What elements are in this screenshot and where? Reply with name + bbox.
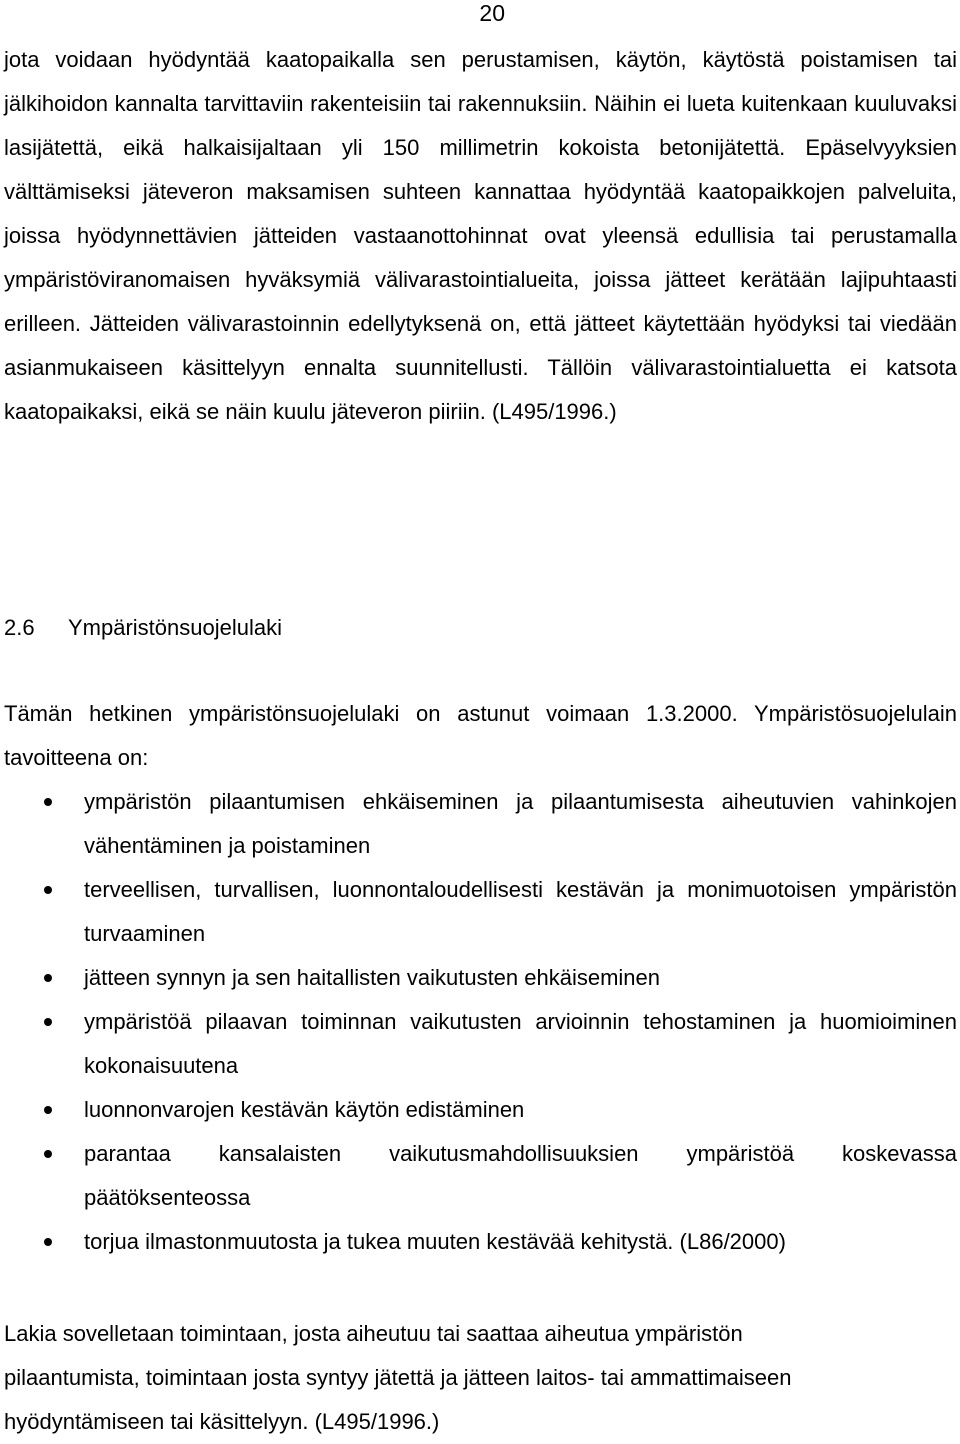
list-item-text: ympäristöä pilaavan toiminnan vaikutusten arvioinnin tehostaminen ja huomioiminen kokonaisuutena — [84, 1009, 957, 1078]
list-item — [0, 1220, 957, 1264]
paragraph-line: hyödyntämiseen tai käsittelyyn. (L495/1996.) — [4, 1409, 440, 1434]
list-item — [0, 1132, 957, 1220]
list-item-text: torjua ilmastonmuutosta ja tukea muuten kestävää kehitystä. (L86/2000) — [84, 1229, 786, 1254]
list-item-text: terveellisen, turvallisen, luonnontaloudellisesti kestävän ja monimuotoisen ympäristön turvaaminen — [84, 877, 957, 946]
list-item-text: parantaa kansalaisten vaikutusmahdollisuuksien ympäristöä koskevassa päätöksenteossa — [84, 1141, 957, 1210]
list-item-text: jätteen synnyn ja sen haitallisten vaikutusten ehkäiseminen — [84, 965, 661, 990]
page-number: 20 — [479, 0, 505, 26]
paragraph-line: pilaantumista, toimintaan josta syntyy jätettä ja jätteen laitos- tai ammattimaiseen — [4, 1365, 792, 1390]
bullet-icon — [44, 798, 52, 806]
list-item — [0, 780, 957, 868]
body-paragraph-1: jota voidaan hyödyntää kaatopaikalla sen perustamisen, käytön, käytöstä poistamisen tai jälkihoidon kannalta tarvittaviin rakenteisiin tai rakennuksiin. Näihin ei lueta kuitenkaan kuuluvaksi lasijätettä, eikä halkaisijaltaan yli 150 millimetrin kokoista betonijätettä. Epäselvyyksien välttämiseksi jäteveron maksamisen suhteen kannattaa hyödyntää kaatopaikkojen palveluita, joissa hyödynnettävien jätteiden vastaanottohinnat ovat yleensä edullisia tai perustamalla ympäristöviranomaisen hyväksymiä välivarastointialueita, joissa jätteet kerätään lajipuhtaasti erilleen. Jätteiden välivarastoinnin edellytyksenä on, että jätteet käytettään hyödyksi tai viedään asianmukaiseen käsittelyyn ennalta suunnitellusti. Tällöin välivarastointialuetta ei katsota kaatopaikaksi, eikä se näin kuulu jäteveron piiriin. (L495/1996.) — [4, 47, 957, 424]
bullet-icon — [44, 886, 52, 894]
list-item — [0, 1088, 957, 1132]
section-heading — [4, 606, 282, 650]
list-item — [0, 868, 957, 956]
list-item — [0, 1000, 957, 1088]
bullet-icon — [44, 1106, 52, 1114]
goals-bullet-list — [0, 780, 957, 1264]
list-item — [0, 956, 957, 1000]
section-number: 2.6 — [4, 615, 35, 640]
bullet-icon — [44, 974, 52, 982]
list-item-text: ympäristön pilaantumisen ehkäiseminen ja pilaantumisesta aiheutuvien vahinkojen vähentäminen ja poistaminen — [84, 789, 957, 858]
bullet-icon — [44, 1150, 52, 1158]
bullet-icon — [44, 1238, 52, 1246]
section-title: Ympäristönsuojelulaki — [68, 615, 282, 640]
list-item-text: luonnonvarojen kestävän käytön edistäminen — [84, 1097, 525, 1122]
bullet-icon — [44, 1018, 52, 1026]
paragraph-line: Lakia sovelletaan toimintaan, josta aiheutuu tai saattaa aiheutua ympäristön — [4, 1321, 743, 1346]
body-paragraph-2: Tämän hetkinen ympäristönsuojelulaki on astunut voimaan 1.3.2000. Ympäristösuojelulain tavoitteena on: — [4, 701, 957, 770]
body-paragraph-3 — [4, 1312, 957, 1444]
